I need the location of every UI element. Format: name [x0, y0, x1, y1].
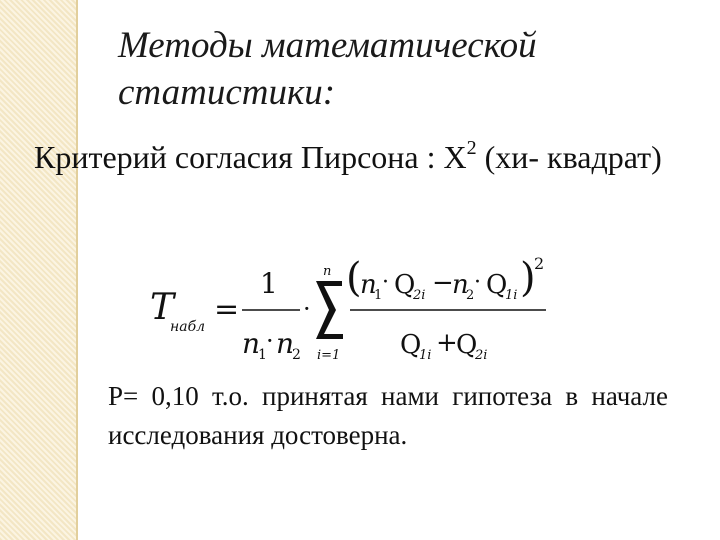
- formula-num-q-a-sub: 2i: [413, 288, 426, 303]
- formula-num-n1: n: [360, 270, 377, 300]
- formula-num-dot-2: ·: [474, 270, 481, 295]
- decorative-side-stripe: [0, 0, 78, 540]
- formula-den-q-a-sub: 1i: [419, 348, 432, 363]
- formula-num-q-b: Q: [486, 270, 508, 300]
- slide-title: Методы математической статистики:: [118, 25, 537, 113]
- formula-den-q-b: Q: [456, 330, 478, 360]
- formula-n2: n: [276, 327, 295, 360]
- formula-num-n2-sub: 2: [466, 288, 475, 303]
- formula-num-power: 2: [534, 255, 545, 273]
- formula-den-q-a: Q: [400, 330, 422, 360]
- criterion-text: Критерий согласия Пирсона : Х: [34, 139, 467, 175]
- formula-num-minus: −: [432, 268, 454, 298]
- formula-n1: n: [242, 327, 261, 360]
- formula-lhs-sub: набл: [170, 319, 206, 335]
- conclusion-text: Р= 0,10 т.о. принятая нами гипотеза в начале исследования достоверна.: [108, 381, 668, 450]
- formula-num-dot-1: ·: [382, 270, 389, 295]
- criterion-power: 2: [466, 137, 477, 159]
- formula-equals: =: [214, 292, 240, 327]
- formula-den-plus: +: [436, 328, 458, 358]
- formula-paren-close: ): [520, 255, 536, 301]
- criterion-heading: [34, 137, 704, 177]
- formula-sum-lower: i=1: [317, 348, 341, 363]
- formula-paren-open: (: [346, 255, 362, 301]
- formula-dot-1: ·: [266, 327, 274, 355]
- formula-sum-sign: [316, 281, 343, 339]
- criterion-tail: (хи- квадрат): [476, 139, 662, 175]
- formula-frac1-num: 1: [260, 267, 278, 300]
- formula-num-q-b-sub: 1i: [505, 288, 518, 303]
- formula-n2-sub: 2: [292, 347, 301, 363]
- formula-num-n1-sub: 1: [374, 288, 383, 303]
- formula-sum-upper: n: [323, 264, 332, 279]
- formula-graphic: [150, 255, 570, 365]
- stripe-divider: [76, 0, 78, 540]
- pearson-formula: [150, 255, 570, 369]
- formula-dot-2: ·: [303, 295, 311, 323]
- formula-n1-sub: 1: [258, 347, 267, 363]
- formula-num-q-a: Q: [394, 270, 416, 300]
- formula-num-n2: n: [452, 270, 469, 300]
- formula-lhs: T: [150, 287, 175, 328]
- formula-den-q-b-sub: 2i: [475, 348, 488, 363]
